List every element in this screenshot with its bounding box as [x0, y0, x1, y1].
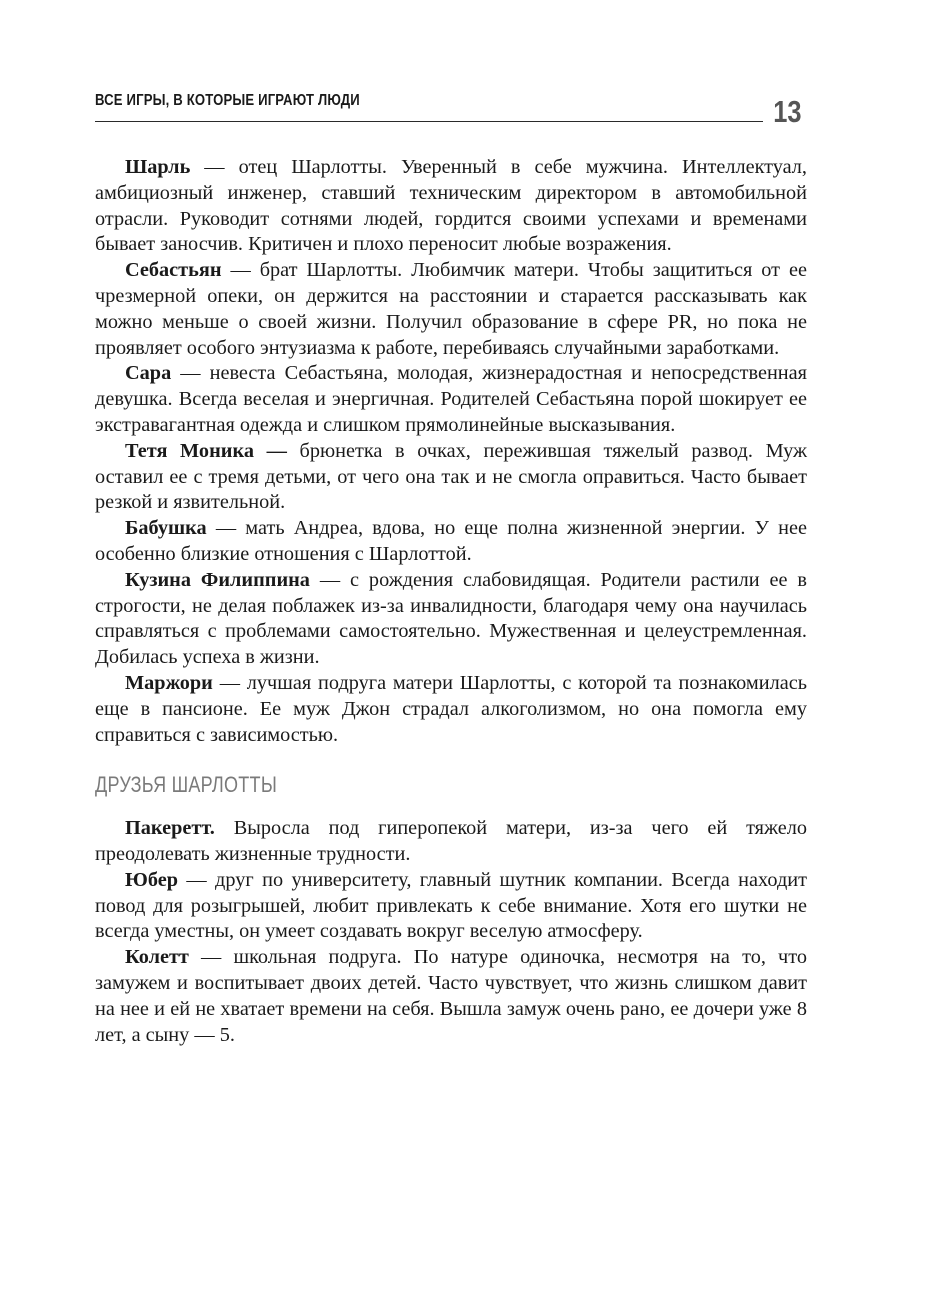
character-paragraph-sebastian: [95, 258, 807, 361]
friend-description: — школьная подруга. По натуре одиночка, несмотря на то, что замужем и воспитывает двоих детей. Часто чувствует, что жизнь слишком давит на нее и ей не хватает времени на себя. Вышла замуж очень рано, ее дочери уже 8 лет, а сыну — 5.: [95, 946, 807, 1046]
running-title: ВСЕ ИГРЫ, В КОТОРЫЕ ИГРАЮТ ЛЮДИ: [95, 92, 360, 109]
character-name: Бабушка: [125, 517, 207, 540]
friend-description: Выросла под гиперопекой матери, из-за чего ей тяжело преодолевать жизненные трудности.: [95, 817, 807, 865]
character-description: — с рождения слабовидящая. Родители растили ее в строгости, не делая поблажек из-за инвалидности, благодаря чему она научилась справляться с проблемами самостоятельно. Мужественная и целеустремленная. Добилась успеха в жизни.: [95, 568, 807, 669]
friend-name: Пакеретт.: [125, 817, 215, 840]
header-rule: [95, 121, 763, 122]
character-name: Шарль: [125, 156, 191, 178]
character-paragraph-grandmother: [95, 516, 807, 568]
running-header: [95, 92, 807, 132]
character-description: — лучшая подруга матери Шарлотты, с которой та познакомилась еще в пансионе. Ее муж Джон страдал алкоголизмом, но она помогла ему справиться с зависимостью.: [95, 671, 807, 746]
page-number: 13: [772, 94, 801, 129]
character-description: — мать Андреа, вдова, но еще полна жизненной энергии. У нее особенно близкие отношения с Шарлоттой.: [95, 517, 807, 565]
character-description: — брат Шарлотты. Любимчик матери. Чтобы защититься от ее чрезмерной опеки, он держится на расстоянии и старается рассказывать как можно меньше о своей жизни. Получил образование в сфере PR, но пока не проявляет особого энтузиазма к работе, перебиваясь случайными заработками.: [95, 259, 807, 359]
page-body: [95, 155, 807, 1048]
character-name: Тетя Моника —: [125, 439, 287, 462]
character-paragraph-sharl: [95, 155, 807, 258]
character-paragraph-philippine: [95, 568, 807, 671]
character-name: Кузина Филиппина: [125, 568, 310, 591]
friend-paragraph-paquerette: [95, 816, 807, 868]
friend-name: Колетт: [125, 946, 189, 969]
character-name: Сара: [125, 362, 172, 385]
section-heading-friends: ДРУЗЬЯ ШАРЛОТТЫ: [95, 772, 278, 798]
friend-name: Юбер: [125, 868, 178, 891]
friend-paragraph-hubert: [95, 868, 807, 945]
character-paragraph-monica: [95, 439, 807, 516]
character-name: Маржори: [125, 671, 213, 694]
character-description: брюнетка в очках, пережившая тяжелый развод. Муж оставил ее с тремя детьми, от чего она так и не смогла оправиться. Часто бывает резкой и язвительной.: [95, 439, 807, 514]
character-paragraph-sara: [95, 361, 807, 438]
friend-description: — друг по университету, главный шутник компании. Всегда находит повод для розыгрышей, любит привлекать к себе внимание. Хотя его шутки не всегда уместны, он умеет создавать вокруг веселую атмосферу.: [95, 868, 807, 943]
character-paragraph-marjorie: [95, 671, 807, 748]
character-name: Себастьян: [125, 259, 222, 282]
character-description: — невеста Себастьяна, молодая, жизнерадостная и непосредственная девушка. Всегда веселая и энергичная. Родителей Себастьяна порой шокирует ее экстравагантная одежда и слишком прямолинейные высказывания.: [95, 362, 807, 436]
friend-paragraph-colette: [95, 945, 807, 1048]
character-description: — отец Шарлотты. Уверенный в себе мужчина. Интеллектуал, амбициозный инженер, ставший техническим директором в автомобильной отрасли. Руководит сотнями людей, гордится своими успехами и временами бывает заносчив. Критичен и плохо переносит любые возражения.: [95, 156, 807, 256]
